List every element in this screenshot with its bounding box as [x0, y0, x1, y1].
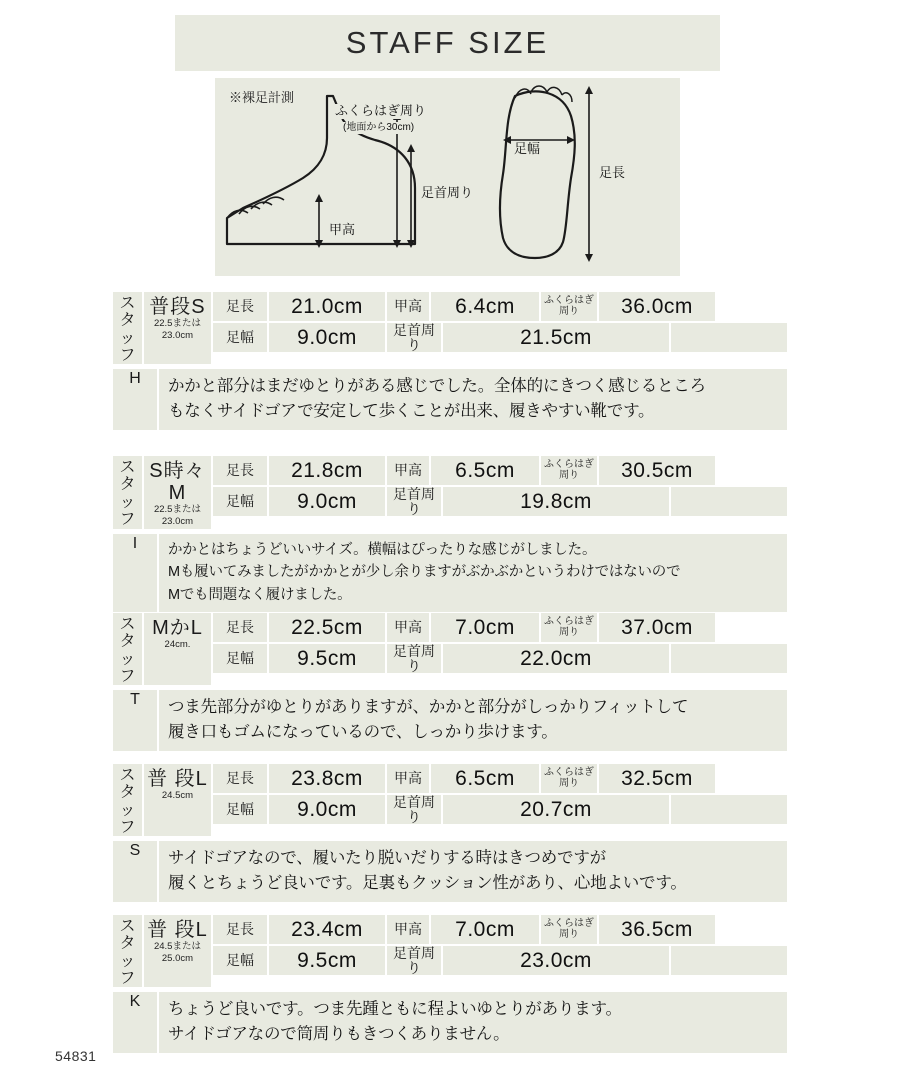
staff-comment-row [112, 533, 788, 613]
usual-size-note: 24.5cm [161, 790, 194, 801]
foot-length-value: 22.5cm [268, 612, 386, 643]
foot-length-header: 足長 [212, 763, 268, 794]
staff-comment-row [112, 368, 788, 431]
usual-size-value: MかL [152, 617, 203, 639]
ankle-header: 足首周り [386, 794, 442, 825]
foot-width-value: 9.0cm [268, 794, 386, 825]
foot-width-header: 足幅 [212, 945, 268, 976]
calf-value: 36.0cm [598, 291, 716, 322]
empty-cell [670, 643, 788, 674]
staff-comment-body: サイドゴアなので、履いたり脱いだりする時はきつめですが 履くとちょうど良いです。足裏もクッション性があり、心地よいです。 [158, 840, 788, 903]
measure-grid [212, 455, 788, 530]
foot-length-header: 足長 [212, 914, 268, 945]
instep-value: 6.5cm [430, 763, 540, 794]
measure-grid [212, 763, 788, 837]
foot-length-header: 足長 [212, 291, 268, 322]
staff-comment-label: H [112, 368, 158, 431]
staff-comment-label: T [112, 689, 158, 752]
ankle-label: 足首周り [421, 185, 474, 200]
usual-size-note: 22.5または23.0cm [153, 504, 201, 528]
ankle-value: 22.0cm [442, 643, 670, 674]
calf-header: ふくらはぎ 周り [540, 914, 598, 945]
measure-grid [212, 914, 788, 988]
calf-label: ふくらはぎ周り [335, 103, 427, 118]
staff-label: ス タ ッ フ [112, 455, 143, 530]
foot-width-header: 足幅 [212, 486, 268, 517]
foot-width-value: 9.5cm [268, 945, 386, 976]
staff-comment-body: つま先部分がゆとりがありますが、かかと部分がしっかりフィットして 履き口もゴムになっているので、しっかり歩けます。 [158, 689, 788, 752]
instep-header: 甲高 [386, 612, 430, 643]
usual-size-cell [143, 291, 212, 365]
staff-block-k [112, 914, 788, 1054]
ankle-value: 23.0cm [442, 945, 670, 976]
empty-cell [670, 794, 788, 825]
calf-header: ふくらはぎ 周り [540, 455, 598, 486]
ankle-value: 20.7cm [442, 794, 670, 825]
calf-value: 30.5cm [598, 455, 716, 486]
staff-block-i [112, 455, 788, 613]
usual-size-value: S時々M [149, 460, 206, 504]
empty-cell [670, 486, 788, 517]
staff-label: ス タ ッ フ [112, 291, 143, 365]
staff-comment-body: かかと部分はまだゆとりがある感じでした。全体的にきつく感じるところ もなくサイドゴアで安定して歩くことが出来、履きやすい靴です。 [158, 368, 788, 431]
staff-label: ス タ ッ フ [112, 914, 143, 988]
usual-size-value: 普段S [149, 296, 206, 318]
foot-length-value: 23.4cm [268, 914, 386, 945]
foot-width-header: 足幅 [212, 794, 268, 825]
staff-comment-label: I [112, 533, 158, 613]
staff-measurements-row [112, 763, 788, 837]
foot-width-value: 9.5cm [268, 643, 386, 674]
staff-comment-row [112, 991, 788, 1054]
calf-value: 37.0cm [598, 612, 716, 643]
foot-length-value: 21.0cm [268, 291, 386, 322]
staff-label: ス タ ッ フ [112, 612, 143, 686]
calf-sublabel: (地面から30cm) [343, 122, 415, 133]
staff-measurements-row [112, 455, 788, 530]
staff-comment-row [112, 689, 788, 752]
usual-size-note: 22.5または23.0cm [153, 318, 201, 342]
staff-measurements-row [112, 612, 788, 686]
staff-comment-body: かかとはちょうどいいサイズ。横幅はぴったりな感じがしました。 Mも履いてみましたがかかとが少し余りますがぶかぶかというわけではないので Mでも問題なく履けました。 [158, 533, 788, 613]
usual-size-cell [143, 612, 212, 686]
foot-length-header: 足長 [212, 455, 268, 486]
instep-header: 甲高 [386, 763, 430, 794]
staff-label: ス タ ッ フ [112, 763, 143, 837]
staff-block-t [112, 612, 788, 752]
instep-label: 甲高 [329, 222, 356, 237]
measure-grid [212, 612, 788, 686]
empty-cell [670, 322, 788, 353]
instep-value: 6.5cm [430, 455, 540, 486]
staff-measurements-row [112, 291, 788, 365]
foot-length-value: 21.8cm [268, 455, 386, 486]
page-title-text: STAFF SIZE [345, 25, 550, 60]
ankle-value: 19.8cm [442, 486, 670, 517]
usual-size-value: 普 段L [147, 919, 208, 941]
usual-size-value: 普 段L [147, 768, 208, 790]
staff-comment-label: S [112, 840, 158, 903]
calf-value: 36.5cm [598, 914, 716, 945]
foot-width-value: 9.0cm [268, 486, 386, 517]
instep-header: 甲高 [386, 914, 430, 945]
calf-value: 32.5cm [598, 763, 716, 794]
foot-length-value: 23.8cm [268, 763, 386, 794]
calf-header: ふくらはぎ 周り [540, 612, 598, 643]
ankle-header: 足首周り [386, 486, 442, 517]
instep-header: 甲高 [386, 291, 430, 322]
calf-header: ふくらはぎ 周り [540, 763, 598, 794]
staff-block-s [112, 763, 788, 903]
calf-header: ふくらはぎ 周り [540, 291, 598, 322]
foot-width-label: 足幅 [514, 141, 541, 156]
usual-size-note: 24.5または25.0cm [153, 941, 201, 965]
page-title [175, 15, 720, 71]
staff-comment-row [112, 840, 788, 903]
measurement-diagram [215, 78, 680, 276]
staff-block-h [112, 291, 788, 431]
foot-width-header: 足幅 [212, 322, 268, 353]
staff-comment-label: K [112, 991, 158, 1054]
instep-value: 6.4cm [430, 291, 540, 322]
ankle-header: 足首周り [386, 945, 442, 976]
foot-length-header: 足長 [212, 612, 268, 643]
foot-length-label: 足長 [599, 165, 626, 180]
instep-value: 7.0cm [430, 914, 540, 945]
foot-width-value: 9.0cm [268, 322, 386, 353]
staff-comment-body: ちょうど良いです。つま先踵ともに程よいゆとりがあります。 サイドゴアなので筒周りもきつくありません。 [158, 991, 788, 1054]
barefoot-note: ※裸足計測 [229, 90, 295, 105]
staff-measurements-row [112, 914, 788, 988]
ankle-header: 足首周り [386, 643, 442, 674]
usual-size-note: 24cm. [164, 639, 191, 650]
empty-cell [670, 945, 788, 976]
instep-value: 7.0cm [430, 612, 540, 643]
usual-size-cell [143, 455, 212, 530]
usual-size-cell [143, 763, 212, 837]
foot-width-header: 足幅 [212, 643, 268, 674]
instep-header: 甲高 [386, 455, 430, 486]
ankle-header: 足首周り [386, 322, 442, 353]
ankle-value: 21.5cm [442, 322, 670, 353]
product-code: 54831 [55, 1048, 97, 1064]
usual-size-cell [143, 914, 212, 988]
measure-grid [212, 291, 788, 365]
